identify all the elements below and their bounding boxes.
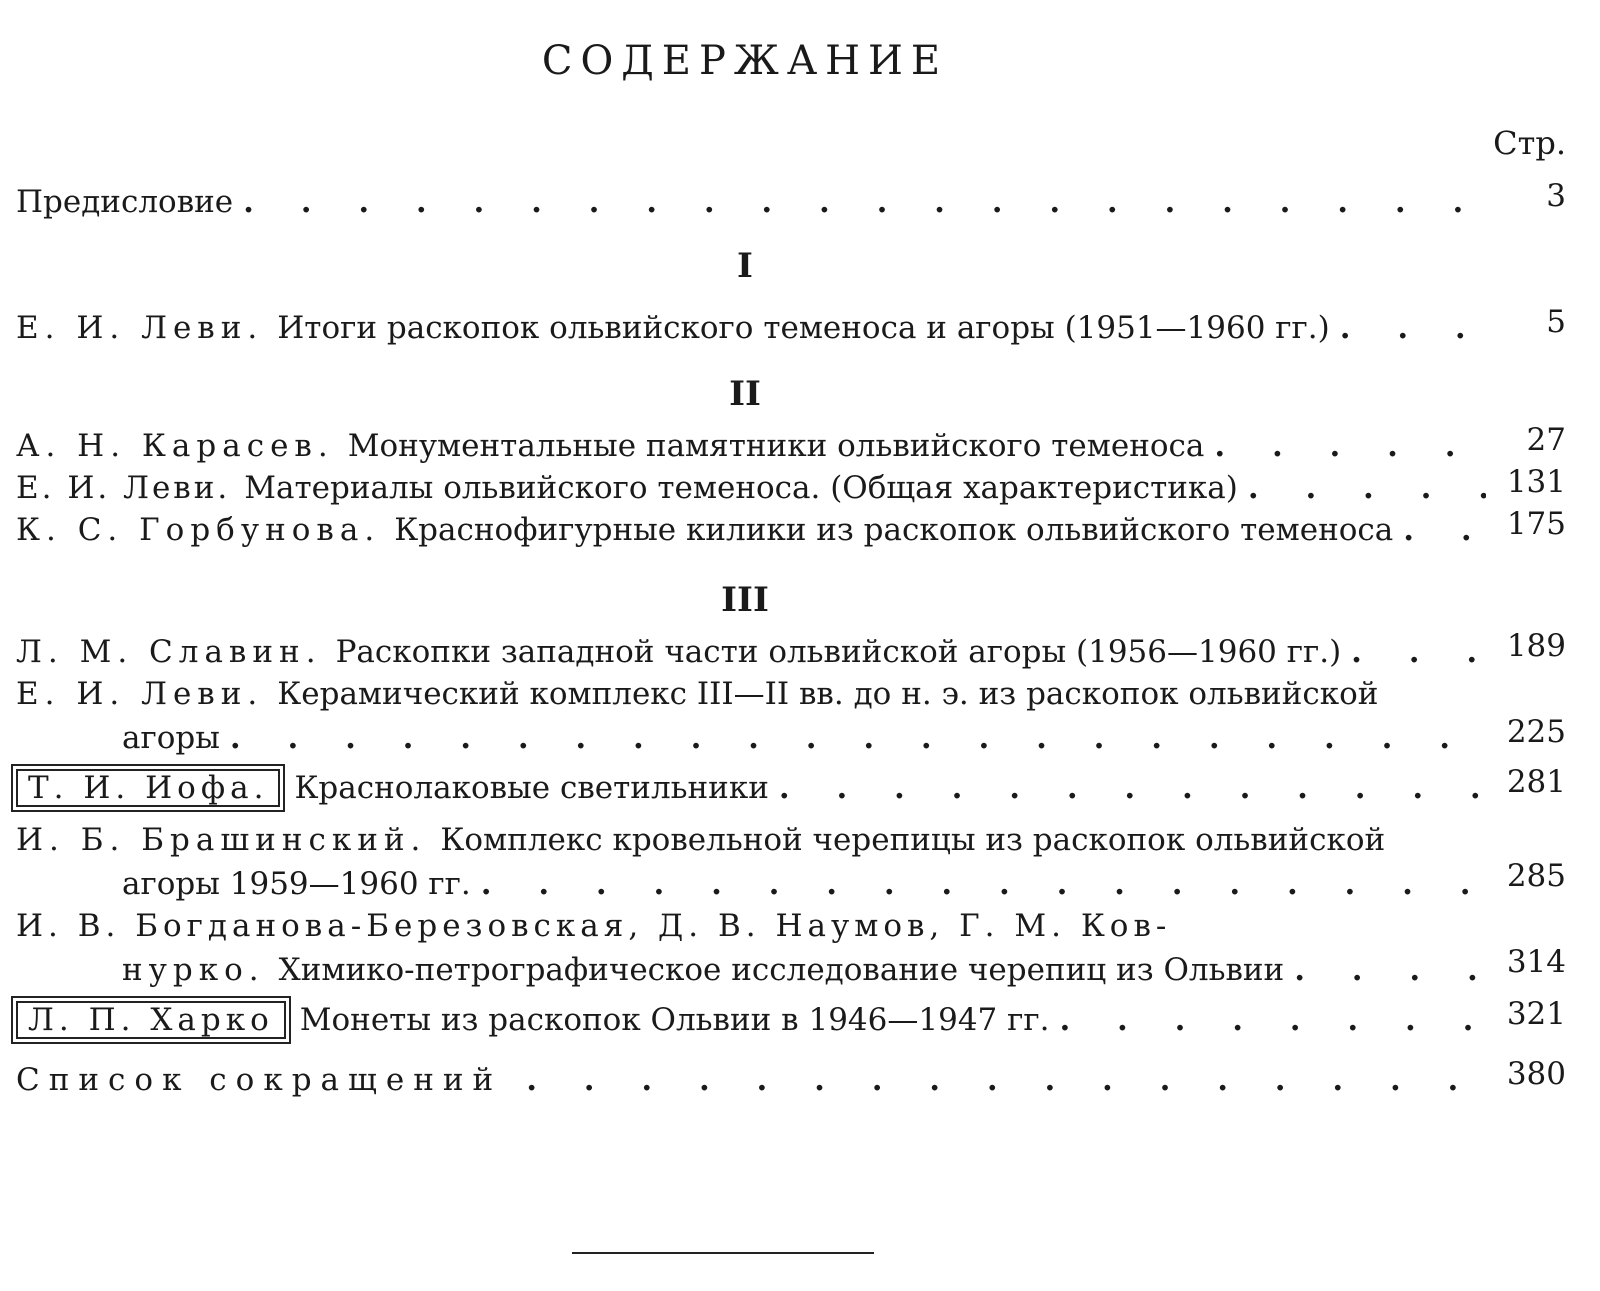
section-heading-2: II [729,374,761,414]
entry-author: И. В. Богданова-Березовская, Д. В. Наумов, Г. М. Ков- [16,908,1172,944]
dot-leader [779,766,1486,810]
dot-leader [243,180,1486,224]
toc-entry[interactable] [16,630,1486,674]
toc-entry[interactable] [16,306,1486,350]
entry-author: И. Б. Брашинский. [16,822,427,858]
dot-leader [1403,508,1486,552]
entry-title: Комплекс кровельной черепицы из раскопок ольвийской [440,822,1386,858]
entry-page-number: 285 [1506,858,1566,894]
entry-page-number: 281 [1506,764,1566,800]
section-heading-3: III [721,580,769,620]
entry-title-continued: агоры 1959—1960 гг. [122,866,471,902]
entry-page-number: 27 [1526,422,1566,458]
page-title: СОДЕРЖАНИЕ [541,38,949,84]
toc-entry-preface[interactable] [16,180,1486,224]
entry-title: Монументальные памятники ольвийского теменоса [347,428,1205,464]
dot-leader [1351,630,1486,674]
toc-entry-abbreviations[interactable] [16,1058,1486,1102]
toc-entry[interactable] [16,508,1486,552]
toc-entry[interactable] [16,818,1486,906]
entry-title: Краснофигурные килики из раскопок ольвийского теменоса [394,512,1394,548]
entry-title-continued: агоры [122,720,220,756]
dot-leader [1059,998,1486,1042]
dot-leader [230,716,1486,760]
page-column-heading: Стр. [1493,124,1566,162]
entry-page-number: 225 [1506,714,1566,750]
entry-page-number: 321 [1506,996,1566,1032]
entry-title: Раскопки западной части ольвийской агоры (1956—1960 гг.) [335,634,1342,670]
entry-title: Керамический комплекс III—II вв. до н. э. из раскопок ольвийской [277,676,1379,712]
entry-page-number: 131 [1506,464,1566,500]
entry-page-number: 175 [1506,506,1566,542]
dot-leader [1340,306,1486,350]
entry-author-boxed: Т. И. Иофа. [16,769,280,807]
toc-entry[interactable] [16,466,1486,510]
entry-author-continued: нурко. [122,952,265,988]
entry-page-number: 189 [1506,628,1566,664]
dot-leader [481,862,1486,906]
entry-page-number: 314 [1506,944,1566,980]
entry-title: Монеты из раскопок Ольвии в 1946—1947 гг. [299,1002,1050,1038]
entry-page-number: 380 [1506,1056,1566,1092]
dot-leader [1294,948,1486,992]
entry-title: Химико-петрографическое исследование черепиц из Ольвии [278,952,1285,988]
entry-page-number: 3 [1546,178,1566,214]
entry-author: К. С. Горбунова. [16,512,381,548]
toc-entry[interactable] [16,998,1486,1042]
entry-author: Е. И. Леви. [16,310,264,346]
toc-entry[interactable] [16,766,1486,810]
end-rule [572,1252,874,1254]
entry-author-boxed: Л. П. Харко [16,1001,286,1039]
dot-leader [526,1058,1486,1102]
toc-entry[interactable] [16,904,1486,992]
toc-entry[interactable] [16,672,1486,760]
entry-author: Е. И. Леви. [16,676,264,712]
dot-leader [1214,424,1486,468]
toc-entry[interactable] [16,424,1486,468]
entry-author: Л. М. Славин. [16,634,322,670]
entry-title: Предисловие [16,184,234,220]
entry-author: Е. И. Леви. [16,470,231,506]
section-heading-1: I [737,246,753,286]
entry-author: А. Н. Карасев. [16,428,334,464]
entry-title: Список сокращений [16,1062,503,1098]
entry-title: Материалы ольвийского теменоса. (Общая характеристика) [244,470,1238,506]
entry-page-number: 5 [1546,304,1566,340]
entry-title: Итоги раскопок ольвийского теменоса и агоры (1951—1960 гг.) [277,310,1330,346]
dot-leader [1248,466,1486,510]
entry-title: Краснолаковые светильники [294,770,769,806]
